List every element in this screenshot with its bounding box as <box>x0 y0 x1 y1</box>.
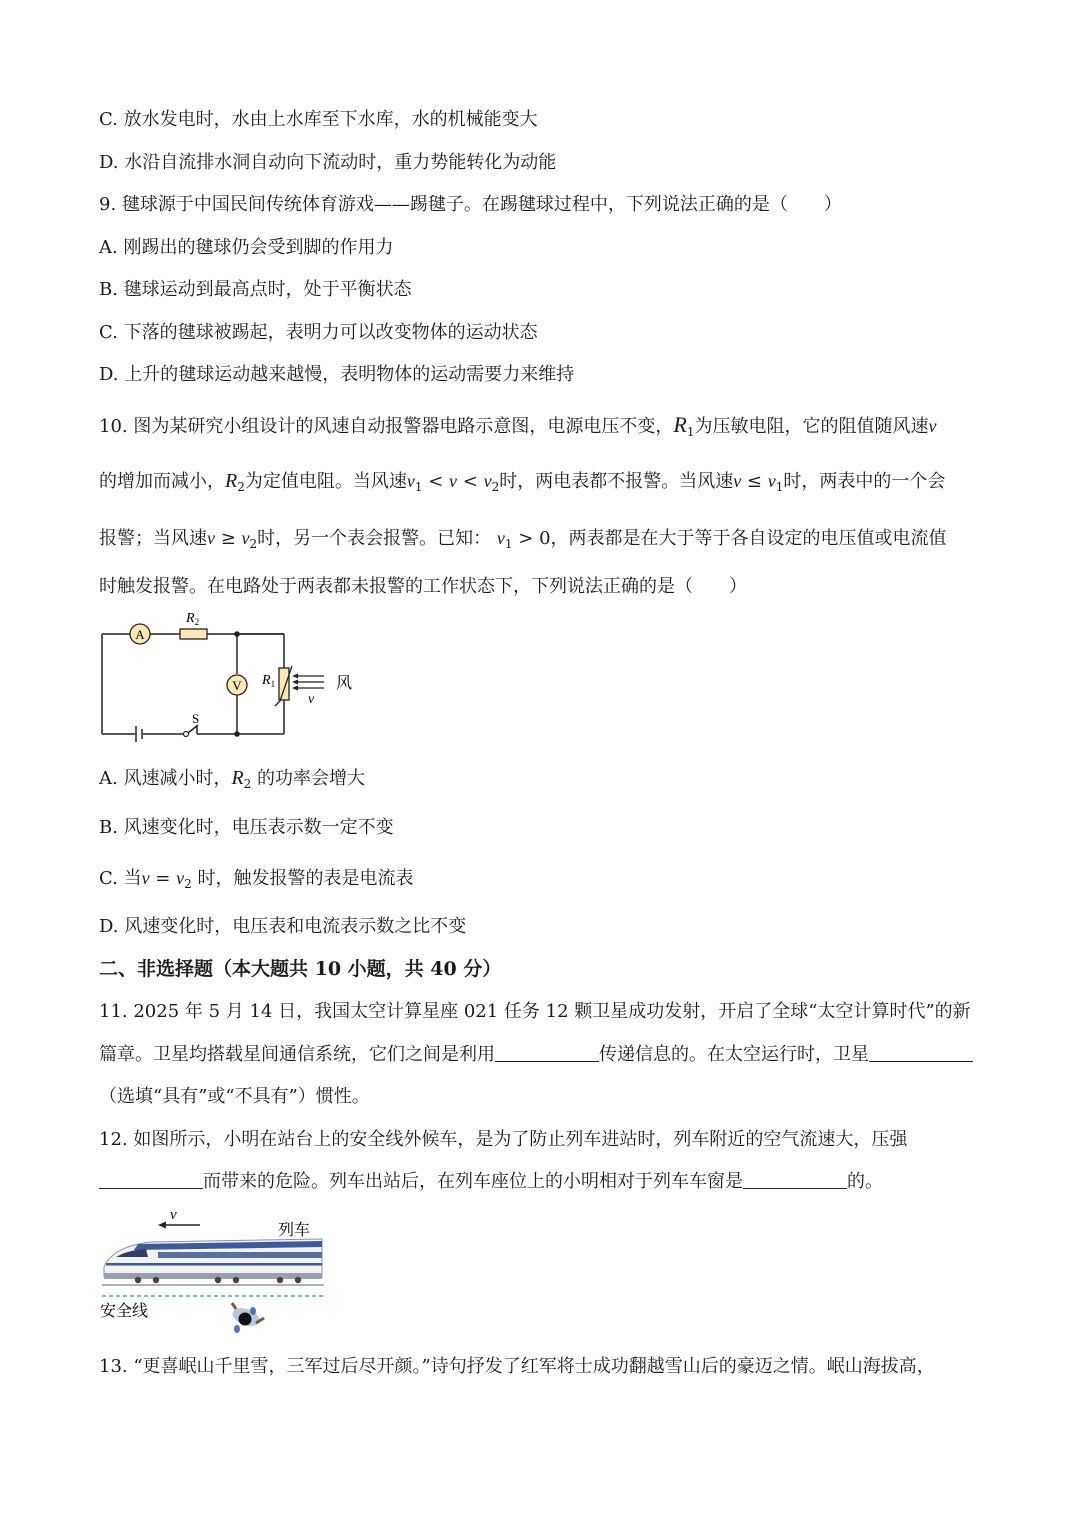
train-figure <box>98 1205 328 1340</box>
q10-text: 的功率会增大 <box>257 768 366 789</box>
q11-text: 传递信息的。在太空运行时，卫星 <box>599 1044 869 1065</box>
q8-option-d: D. 水沿自流排水洞自动向下流动时，重力势能转化为动能 <box>99 152 557 173</box>
q8-option-c: C. 放水发电时，水由上水库至下水库，水的机械能变大 <box>99 109 538 130</box>
r2-label: $R_2$ <box>186 611 200 627</box>
q10-text: 报警；当风速 <box>99 528 207 549</box>
r2-resistor <box>180 629 207 639</box>
q10-text: 为压敏电阻，它的阻值随风速 <box>694 416 929 437</box>
voltmeter-label: V <box>232 678 242 693</box>
q9-option-d: D. 上升的毽球运动越来越慢，表明物体的运动需要力来维持 <box>99 364 575 385</box>
q12-line2 <box>99 1170 883 1194</box>
q10-text: 10. 图为某研究小组设计的风速自动报警器电路示意图，电源电压不变， <box>99 416 674 437</box>
q9-option-c: C. 下落的毽球被踢起，表明力可以改变物体的运动状态 <box>99 322 538 343</box>
q11-text: 篇章。卫星均搭载星间通信系统，它们之间是利用 <box>99 1044 495 1065</box>
r1-resistor <box>279 668 289 700</box>
r1-label: $R_1$ <box>262 673 276 689</box>
q10-text: 时，触发报警的表是电流表 <box>197 868 414 889</box>
q10-option-a: A. 风速减小时，$R_2$ 的功率会增大 <box>99 767 366 791</box>
q10-stem-line3: 报警；当风速$v \ge v_2$时，另一个表会报警。已知： $v_1 > 0$，两表都是在大于等于各自设定的电压值或电流值 <box>99 528 947 551</box>
q12-text: 的。 <box>847 1171 883 1192</box>
train-window-band <box>158 1252 322 1258</box>
q10-option-d: D. 风速变化时，电压表和电流表示数之比不变 <box>99 916 467 937</box>
wire-junction <box>234 731 240 737</box>
q13-line1: 13. “更喜岷山千里雪，三军过后尽开颜。”诗句抒发了红军将士成功翻越雪山后的豪迈之情。岷山海拔高， <box>99 1356 935 1377</box>
wind-label: 风 <box>336 673 353 692</box>
person-figure <box>230 1303 264 1333</box>
q12-line1: 12. 如图所示，小明在站台上的安全线外候车，是为了防止列车进站时，列车附近的空气流速大，压强 <box>99 1129 908 1150</box>
switch-label: S <box>192 711 200 726</box>
velocity-label: v <box>170 1207 177 1223</box>
q10-text: 时，两电表都不报警。当风速 <box>499 471 734 492</box>
q10-text: 时，两表中的一个会 <box>783 471 946 492</box>
q10-text: 的增加而减小， <box>99 471 225 492</box>
q10-text: C. 当 <box>99 868 142 889</box>
q10-option-c: C. 当$v = v_2$ 时，触发报警的表是电流表 <box>99 868 414 891</box>
q10-stem-line1: 10. 图为某研究小组设计的风速自动报警器电路示意图，电源电压不变，$R_1$为压敏电阻，它的阻值随风速v <box>99 412 937 439</box>
train-label: 列车 <box>278 1220 311 1239</box>
section-heading: 二、非选择题（本大题共 10 小题，共 40 分） <box>99 958 502 980</box>
q9-option-a: A. 刚踢出的毽球仍会受到脚的作用力 <box>99 237 394 258</box>
q11-line1: 11. 2025 年 5 月 14 日，我国太空计算星座 021 任务 12 颗卫星成功发射，开启了全球“太空计算时代”的新 <box>99 1001 971 1022</box>
q10-text: ，两表都是在大于等于各自设定的电压值或电流值 <box>550 528 947 549</box>
answer-blank[interactable] <box>743 1170 847 1189</box>
safety-line-label: 安全线 <box>100 1301 149 1320</box>
q9-stem: 9. 毽球源于中国民间传统体育游戏——踢毽子。在踢毽球过程中，下列说法正确的是（ ） <box>99 194 842 215</box>
q9-option-b: B. 毽球运动到最高点时，处于平衡状态 <box>99 279 412 300</box>
ammeter-label: A <box>135 627 145 642</box>
answer-blank[interactable] <box>495 1043 599 1062</box>
q11-line2 <box>99 1043 973 1067</box>
answer-blank[interactable] <box>99 1170 203 1189</box>
q10-text: A. 风速减小时， <box>99 768 232 789</box>
q10-text: 为定值电阻。当风速 <box>244 471 407 492</box>
q10-stem-line4: 时触发报警。在电路处于两表都未报警的工作状态下，下列说法正确的是（ ） <box>99 576 747 597</box>
q10-text: 时，另一个表会报警。已知： <box>257 528 492 549</box>
circuit-diagram <box>96 608 366 748</box>
answer-blank[interactable] <box>869 1043 973 1062</box>
wire-junction <box>234 631 240 637</box>
velocity-arrowhead <box>158 1222 166 1229</box>
wind-velocity-label: v <box>308 692 315 707</box>
q12-text: 而带来的危险。列车出站后，在列车座位上的小明相对于列车车窗是 <box>203 1171 743 1192</box>
q11-line3: （选填“具有”或“不具有”）惯性。 <box>99 1086 370 1107</box>
train-stripe <box>106 1263 322 1266</box>
q10-stem-line2: 的增加而减小，$R_2$为定值电阻。当风速$v_1 < v < v_2$时，两电表都不报警。当风速$v \le v_1$时，两表中的一个会 <box>99 470 946 494</box>
q10-option-b: B. 风速变化时，电压表示数一定不变 <box>99 817 394 838</box>
